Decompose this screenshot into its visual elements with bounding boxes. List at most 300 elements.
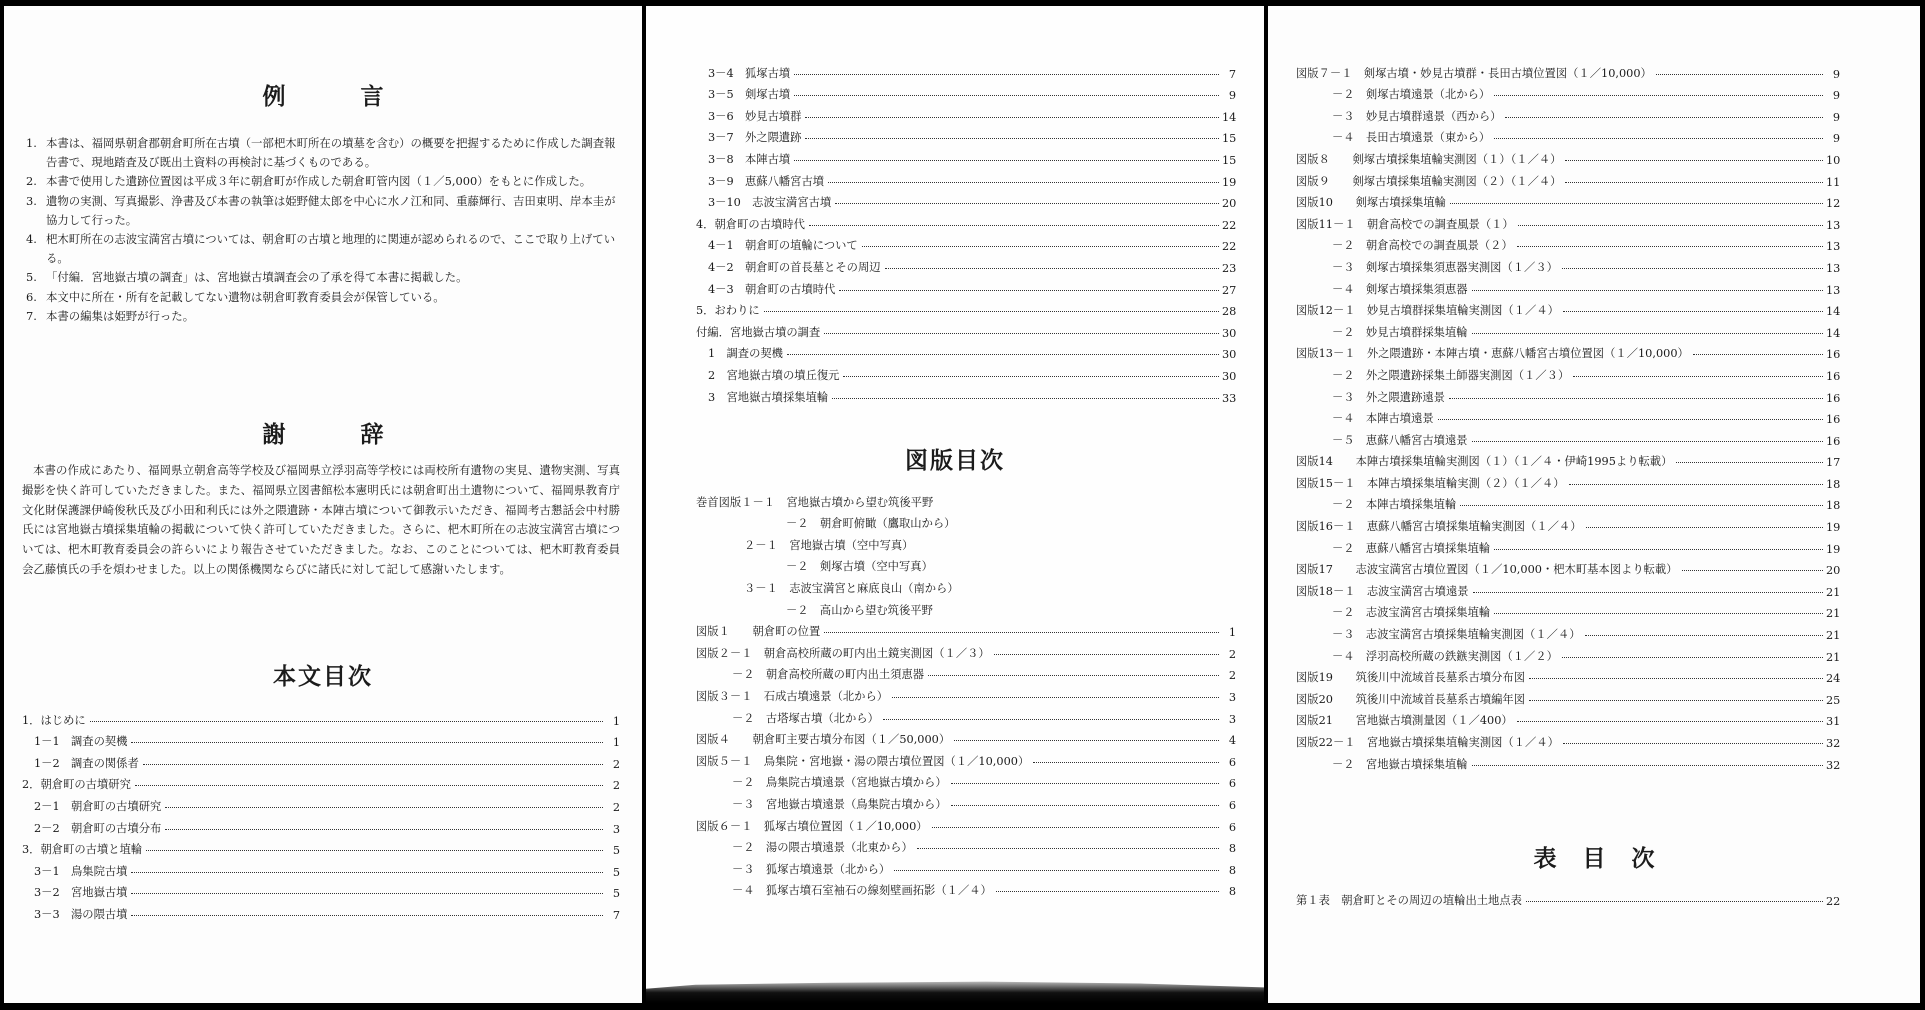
toc-entry: [696, 102, 1236, 124]
leader-dots: [824, 632, 1219, 633]
toc-entry-page: 2: [612, 779, 620, 793]
toc-entry-page: 16: [1826, 348, 1841, 362]
leader-dots: [1565, 182, 1823, 183]
leader-dots: [809, 225, 1219, 226]
toc-entry-page: 2: [612, 800, 620, 814]
toc-entry-label: 図版16－１ 恵蘇八幡宮古墳採集埴輪実測図（１／４）: [1296, 520, 1582, 534]
toc-entry-label: 図版20 筑後川中流域首長墓系古墳編年図: [1296, 692, 1526, 706]
toc-entry-label: 2 宮地嶽古墳の墳丘復元: [708, 368, 840, 382]
toc-entry: [22, 879, 620, 901]
preface-item-number: 3.: [26, 193, 37, 208]
toc-entry-page: 13: [1826, 218, 1841, 232]
leader-dots: [794, 74, 1219, 75]
plates-title: 図版目次: [905, 447, 1005, 474]
toc-entry: [696, 574, 1236, 596]
toc-entry-page: 9: [1228, 89, 1236, 103]
toc-entry-page: 5: [612, 887, 620, 901]
toc-entry-label: －２ 宮地嶽古墳採集埴輪: [1332, 757, 1468, 771]
leader-dots: [839, 290, 1219, 291]
toc-entry-label: 3－5 剣塚古墳: [708, 88, 791, 102]
toc-entry: [1296, 405, 1840, 427]
toc-entry: [696, 124, 1236, 146]
leader-dots: [1494, 613, 1823, 614]
toc-entry-page: 2: [1228, 669, 1236, 683]
toc-entry-label: 4－3 朝倉町の古墳時代: [708, 282, 836, 296]
toc-entry: [696, 318, 1236, 340]
toc-entry-page: 22: [1222, 218, 1237, 232]
toc-entry-label: 図版７－１ 剣塚古墳・妙見古墳群・長田古墳位置図（１／10,000）: [1296, 66, 1652, 80]
preface-item-number: 2.: [26, 174, 37, 189]
toc-entry-label: －２ 朝倉高校での調査風景（２）: [1332, 239, 1513, 253]
toc-entry-label: 2－2 朝倉町の古墳分布: [34, 821, 162, 835]
leader-dots: [1656, 74, 1823, 75]
toc-entry-label: 図版10 剣塚古墳採集埴輪: [1296, 196, 1446, 210]
toc-entry: [696, 877, 1236, 899]
toc-entry-label: 2．朝倉町の古墳研究: [22, 778, 131, 792]
toc-entry-label: －２ 外之隈遺跡採集土師器実測図（１／３）: [1332, 368, 1570, 382]
leader-dots: [131, 742, 603, 743]
toc-entry: [1296, 81, 1840, 103]
preface-item: [26, 230, 620, 268]
preface-item-text: 杷木町所在の志波宝満宮古墳については、朝倉町の古墳と地理的に関連が認められるので、ここで取り上げている。: [46, 232, 616, 266]
toc-entry: [1296, 642, 1840, 664]
toc-entry-label: －２ 剣塚古墳遠景（北から）: [1332, 88, 1491, 102]
toc-entry-page: 8: [1228, 885, 1236, 899]
toc-entry-page: 16: [1826, 434, 1841, 448]
toc-entry: [696, 726, 1236, 748]
toc-entry-label: 4－1 朝倉町の埴輪について: [708, 239, 858, 253]
leader-dots: [892, 697, 1219, 698]
toc-entry: [1296, 886, 1840, 908]
preface-item: [26, 172, 620, 191]
toc-entry-label: 図版９ 剣塚古墳採集埴輪実測図（２）（１／４）: [1296, 174, 1562, 188]
toc-entry-page: 27: [1222, 283, 1237, 297]
leader-dots: [951, 783, 1219, 784]
preface-item-number: 5.: [26, 270, 37, 285]
toc-entry: [1296, 512, 1840, 534]
leader-dots: [131, 872, 603, 873]
toc-entry: [1296, 728, 1840, 750]
toc-entry: [1296, 383, 1840, 405]
toc-entry-page: 9: [1832, 110, 1840, 124]
page-middle: [646, 6, 1264, 1003]
toc-entry-page: 21: [1826, 650, 1841, 664]
toc-entry-page: 3: [1228, 690, 1236, 704]
toc-entry-page: 3: [612, 822, 620, 836]
toc-entry-page: 13: [1826, 261, 1841, 275]
toc-entry-label: －３ 剣塚古墳採集須恵器実測図（１／３）: [1332, 260, 1558, 274]
leader-dots: [835, 203, 1219, 204]
toc-entry: [1296, 750, 1840, 772]
toc-entry-label: －２ 妙見古墳群採集埴輪: [1332, 325, 1468, 339]
toc-entry: [22, 857, 620, 879]
leader-dots: [165, 829, 603, 830]
toc-entry: [696, 275, 1236, 297]
toc-entry-label: －５ 恵蘇八幡宮古墳遠景: [1332, 433, 1468, 447]
toc-entry-label: 3－2 宮地嶽古墳: [34, 886, 128, 900]
preface-item-text: 「付編．宮地嶽古墳の調査」は、宮地嶽古墳調査会の了承を得て本書に掲載した。: [46, 270, 468, 285]
toc-entry-page: 5: [612, 844, 620, 858]
preface-item: [26, 192, 620, 230]
leader-dots: [131, 893, 603, 894]
toc-entry-page: 14: [1222, 110, 1237, 124]
toc-entry-label: －３ 志波宝満宮古墳採集埴輪実測図（１／４）: [1332, 628, 1581, 642]
toc-entry-page: 22: [1222, 240, 1237, 254]
toc-entry-label: 4－2 朝倉町の首長墓とその周辺: [708, 260, 881, 274]
toc-entry-page: 7: [1228, 67, 1236, 81]
toc-entry-page: 4: [1228, 734, 1236, 748]
toc-entry: [696, 167, 1236, 189]
toc-entry-label: 図版15－１ 本陣古墳採集埴輪実測（２）（１／４）: [1296, 476, 1565, 490]
toc-entry-label: 3－8 本陣古墳: [708, 152, 791, 166]
leader-dots: [1033, 762, 1219, 763]
leader-dots: [131, 915, 603, 916]
toc-entry: [1296, 685, 1840, 707]
toc-entry-page: 2: [612, 757, 620, 771]
leader-dots: [1682, 570, 1823, 571]
leader-dots: [1565, 160, 1823, 161]
toc-entry-label: －４ 本陣古墳遠景: [1332, 412, 1434, 426]
toc-entry-label: 3－10 志波宝満宮古墳: [708, 196, 832, 210]
toc-entry: [696, 510, 1236, 532]
toc-entry-page: 3: [1228, 712, 1236, 726]
toc-entry-label: 3－6 妙見古墳群: [708, 109, 802, 123]
toc-entry-page: 13: [1826, 240, 1841, 254]
leader-dots: [1693, 354, 1823, 355]
leader-dots: [1449, 398, 1823, 399]
preface-item: [26, 268, 620, 287]
toc-entry-page: 21: [1826, 607, 1841, 621]
toc-entry: [696, 488, 1236, 510]
toc-entry: [1296, 448, 1840, 470]
toc-entry-label: ２－１ 宮地嶽古墳（空中写真）: [744, 538, 914, 552]
toc-entry-page: 16: [1826, 413, 1841, 427]
toc-entry-label: 第１表 朝倉町とその周辺の埴輪出土地点表: [1296, 893, 1522, 907]
toc-entry: [696, 596, 1236, 618]
plates-list: [696, 488, 1236, 898]
toc-entry: [1296, 556, 1840, 578]
preface-item-text: 本書の編集は姫野が行った。: [46, 308, 195, 323]
toc-entry-page: 22: [1826, 894, 1841, 908]
leader-dots: [1472, 765, 1823, 766]
leader-dots: [1517, 721, 1823, 722]
toc-entry-page: 6: [1228, 820, 1236, 834]
leader-dots: [932, 827, 1219, 828]
toc-entry: [696, 531, 1236, 553]
toc-entry-label: －２ 剣塚古墳（空中写真）: [786, 560, 933, 574]
toc-entry: [1296, 297, 1840, 319]
toc-entry-label: －２ 鳥集院古墳遠景（宮地嶽古墳から）: [732, 776, 947, 790]
toc-entry: [1296, 599, 1840, 621]
toc-entry-label: －３ 狐塚古墳遠景（北から）: [732, 862, 891, 876]
leader-dots: [135, 785, 603, 786]
preface-item: [26, 307, 620, 326]
toc-entry-label: 3．朝倉町の古墳と埴輪: [22, 843, 143, 857]
toc-entry: [696, 747, 1236, 769]
toc-entry-page: 13: [1826, 283, 1841, 297]
preface-item-number: 1.: [26, 136, 37, 150]
toc-entry-page: 25: [1826, 693, 1841, 707]
page-left: [4, 6, 642, 1003]
toc-entry: [1296, 59, 1840, 81]
toc-entry-label: －４ 狐塚古墳石室袖石の線刻壁画拓影（１／４）: [732, 884, 992, 898]
toc-entry-label: 図版４ 朝倉町主要古墳分布図（１／50,000）: [696, 733, 951, 747]
toc-entry-label: 図版２－１ 朝倉高校所蔵の町内出土鏡実測図（１／３）: [696, 646, 990, 660]
scan-shadow: [646, 977, 1264, 1003]
toc-entry: [696, 769, 1236, 791]
leader-dots: [994, 654, 1219, 655]
toc-entry: [1296, 707, 1840, 729]
leader-dots: [885, 268, 1219, 269]
toc-entry: [696, 704, 1236, 726]
toc-entry-label: 図版11－１ 朝倉高校での調査風景（１）: [1296, 217, 1514, 231]
toc-entry-label: －４ 長田古墳遠景（東から）: [1332, 131, 1491, 145]
toc-entry-label: 図版22－１ 宮地嶽古墳採集埴輪実測図（１／４）: [1296, 736, 1559, 749]
toc-entry: [696, 812, 1236, 834]
thanks-text: 本書の作成にあたり、福岡県立朝倉高等学校及び福岡県立浮羽高等学校には両校所有遺物の実見、遺物実測、写真撮影を快く許可していただきました。また、福岡県立図書館松本憲明氏には朝倉町出土遺物について、福岡県教育庁文化財保護課伊崎俊秋氏及び小田和利氏には外之隈遺跡・本陣古墳について御教示いただき、福岡考古懇話会中村勝氏には宮地嶽古墳採集埴輪の掲載について快く許可していただきました。さらに、杷木町所在の志波宝満宮古墳については、杷木町教育委員会の許らいにより報告させていただきました。なお、このことについては、杷木町教育委員会乙藤慎氏の手を煩わせました。以上の関係機関ならびに諸氏に対して記して感謝いたします。: [22, 463, 620, 576]
toc-entry-page: 16: [1826, 391, 1841, 405]
toc-entry-page: 8: [1228, 842, 1236, 856]
toc-entry: [1296, 664, 1840, 686]
toc-entry-label: －２ 本陣古墳採集埴輪: [1332, 498, 1457, 512]
leader-dots: [1563, 311, 1823, 312]
leader-dots: [1494, 95, 1823, 96]
toc-entry-page: 17: [1826, 456, 1841, 470]
toc-entry-page: 23: [1222, 261, 1237, 275]
toc-entry-label: ３－１ 志波宝満宮と麻底良山（南から）: [744, 581, 959, 595]
toc-entry: [696, 855, 1236, 877]
toc-entry-label: 付編．宮地嶽古墳の調査: [696, 325, 821, 339]
toc-entry-page: 6: [1228, 798, 1236, 812]
toc-entry-label: 図版３－１ 石成古墳遠景（北から）: [696, 689, 889, 703]
leader-dots: [764, 311, 1219, 312]
toc-entry-page: 6: [1228, 777, 1236, 791]
toc-entry: [1296, 577, 1840, 599]
toc-entry-label: 図版19 筑後川中流域首長墓系古墳分布図: [1296, 671, 1526, 685]
leader-dots: [828, 182, 1219, 183]
toc-entry: [696, 210, 1236, 232]
toc-entry-page: 11: [1826, 175, 1841, 189]
toc-entry-label: 3－1 鳥集院古墳: [34, 864, 128, 878]
leader-dots: [883, 719, 1219, 720]
toc-entry-page: 8: [1228, 863, 1236, 877]
toc-entry-label: －２ 志波宝満宮古墳採集埴輪: [1332, 606, 1491, 620]
leader-dots: [1586, 527, 1823, 528]
toc-entry-page: 32: [1826, 758, 1841, 772]
toc-entry: [1296, 469, 1840, 491]
toc-entry: [22, 771, 620, 793]
leader-dots: [1573, 376, 1823, 377]
toc-list: [22, 706, 620, 922]
toc-entry-label: 図版13－１ 外之隈遺跡・本陣古墳・恵蘇八幡宮古墳位置図（１／10,000）: [1296, 347, 1689, 361]
leader-dots: [951, 805, 1219, 806]
preface-list: [26, 134, 620, 326]
toc-entry-page: 19: [1826, 521, 1841, 535]
toc-entry: [22, 749, 620, 771]
leader-dots: [1563, 743, 1823, 744]
toc-entry-label: 1．はじめに: [22, 713, 86, 727]
leader-dots: [1562, 268, 1823, 269]
leader-dots: [1529, 678, 1823, 679]
toc-entry-label: 図版14 本陣古墳採集埴輪実測図（１）（１／４・伊崎1995より転載）: [1296, 455, 1673, 469]
toc-entry-page: 18: [1826, 499, 1841, 513]
toc-entry-page: 30: [1222, 326, 1237, 340]
toc-title: 本文目次: [273, 663, 373, 690]
toc-entry: [696, 682, 1236, 704]
toc-entry-page: 9: [1832, 89, 1840, 103]
preface-item-number: 4.: [26, 232, 37, 247]
toc-entry: [1296, 361, 1840, 383]
toc-entry-label: 3－7 外之隈遺跡: [708, 131, 802, 145]
toc-entry: [1296, 318, 1840, 340]
toc-entry-page: 19: [1826, 542, 1841, 556]
preface-item-text: 本書は、福岡県朝倉郡朝倉町所在古墳（一部杷木町所在の墳墓を含む）の概要を把握するために作成した調査報告書で、現地踏査及び既出土資料の再検討に基づくものである。: [46, 136, 616, 170]
page-right: [1268, 6, 1920, 1003]
toc-entry: [1296, 232, 1840, 254]
leader-dots: [894, 870, 1219, 871]
toc-entry-label: 図版５－１ 鳥集院・宮地嶽・湯の隈古墳位置図（１／10,000）: [696, 754, 1030, 768]
toc-entry-page: 19: [1222, 175, 1237, 189]
toc-entry-label: 4．朝倉町の古墳時代: [696, 217, 805, 231]
leader-dots: [1676, 462, 1823, 463]
toc-entry-label: 巻首図版１－１ 宮地嶽古墳から望む筑後平野: [696, 495, 934, 509]
toc-entry-label: 図版６－１ 狐塚古墳位置図（１／10,000）: [696, 819, 928, 833]
toc-entry: [1296, 491, 1840, 513]
leader-dots: [917, 848, 1219, 849]
preface-item-number: 7.: [26, 308, 37, 323]
leader-dots: [1450, 203, 1823, 204]
leader-dots: [787, 354, 1219, 355]
toc-entry-page: 2: [1228, 647, 1236, 661]
leader-dots: [1494, 138, 1823, 139]
leader-dots: [90, 721, 603, 722]
leader-dots: [954, 740, 1219, 741]
toc-entry-label: 図版21 宮地嶽古墳測量図（１／400）: [1296, 714, 1513, 728]
toc-entry-page: 7: [612, 908, 620, 922]
toc-entry: [1296, 210, 1840, 232]
toc-entry: [22, 814, 620, 836]
leader-dots: [165, 807, 603, 808]
toc-entry: [696, 145, 1236, 167]
toc-entry-label: －４ 浮羽高校所蔵の鉄鏃実測図（１／２）: [1332, 649, 1558, 663]
leader-dots: [1460, 505, 1823, 506]
toc-entry-label: 図版８ 剣塚古墳採集埴輪実測図（１）（１／４）: [1296, 152, 1562, 166]
toc-entry-page: 20: [1222, 197, 1237, 211]
leader-dots: [1569, 484, 1823, 485]
toc-entry-label: 2－1 朝倉町の古墳研究: [34, 799, 162, 813]
toc-entry-page: 10: [1826, 153, 1841, 167]
toc-entry: [22, 728, 620, 750]
toc-entry-page: 5: [612, 865, 620, 879]
toc-entry-page: 31: [1826, 715, 1841, 729]
toc-entry: [696, 618, 1236, 640]
toc-entry: [696, 383, 1236, 405]
thanks-title: 謝 辞: [262, 421, 410, 448]
toc-entry-label: －３ 外之隈遺跡遠景: [1332, 390, 1445, 404]
toc-entry-label: 図版17 志波宝満宮古墳位置図（１／10,000・杷木町基本図より転載）: [1296, 563, 1678, 577]
toc-entry-page: 9: [1832, 132, 1840, 146]
leader-dots: [146, 850, 603, 851]
preface-item-text: 遺物の実測、写真撮影、浄書及び本書の執筆は姫野健太郎を中心に水ノ江和同、重藤輝行、吉田東明、岸本圭が協力して行った。: [46, 193, 616, 227]
toc-entry: [1296, 145, 1840, 167]
toc-entry: [696, 639, 1236, 661]
leader-dots: [1529, 700, 1823, 701]
leader-dots: [1472, 441, 1823, 442]
leader-dots: [1473, 592, 1823, 593]
toc-entry: [22, 836, 620, 858]
toc-entry-label: 3－3 湯の隈古墳: [34, 907, 128, 921]
toc-entry-page: 32: [1826, 737, 1841, 750]
toc-entry-page: 9: [1832, 67, 1840, 81]
plates-list-continued: [1296, 59, 1840, 772]
toc-entry-page: 14: [1826, 305, 1841, 319]
toc-entry: [1296, 620, 1840, 642]
toc-entry-label: 1－1 調査の契機: [34, 735, 128, 749]
toc-entry: [1296, 102, 1840, 124]
leader-dots: [843, 376, 1219, 377]
leader-dots: [1562, 657, 1823, 658]
toc-entry: [696, 297, 1236, 319]
toc-entry-page: 21: [1826, 629, 1841, 643]
tables-list: [1296, 886, 1840, 908]
toc-entry: [696, 253, 1236, 275]
toc-entry: [696, 59, 1236, 81]
toc-entry-page: 1: [1228, 626, 1236, 640]
leader-dots: [928, 675, 1219, 676]
toc-entry-page: 21: [1826, 585, 1841, 599]
toc-entry-label: －２ 湯の隈古墳遠景（北東から）: [732, 841, 913, 855]
leader-dots: [1517, 246, 1823, 247]
preface-item: [26, 134, 620, 172]
leader-dots: [1472, 333, 1823, 334]
toc-entry-label: 3－4 狐塚古墳: [708, 66, 791, 80]
toc-entry: [1296, 167, 1840, 189]
toc-entry-label: 図版１ 朝倉町の位置: [696, 625, 821, 639]
toc-entry: [22, 792, 620, 814]
toc-entry-label: －３ 宮地嶽古墳遠景（鳥集院古墳から）: [732, 797, 947, 811]
toc-entry-label: －４ 剣塚古墳採集須恵器: [1332, 282, 1468, 296]
toc-entry: [1296, 253, 1840, 275]
leader-dots: [1494, 549, 1823, 550]
toc-entry: [22, 900, 620, 922]
toc-entry-label: －２ 高山から望む筑後平野: [786, 603, 933, 617]
toc-entry: [696, 189, 1236, 211]
toc-entry: [22, 706, 620, 728]
leader-dots: [996, 891, 1219, 892]
leader-dots: [794, 95, 1219, 96]
preface-item: [26, 288, 620, 307]
toc-entry: [696, 340, 1236, 362]
toc-entry-page: 30: [1222, 348, 1237, 362]
toc-entry-page: 1: [612, 714, 620, 728]
leader-dots: [143, 764, 603, 765]
leader-dots: [794, 160, 1219, 161]
toc-entry-page: 1: [612, 736, 620, 750]
toc-entry-page: 24: [1826, 672, 1841, 686]
toc-entry: [1296, 426, 1840, 448]
toc-entry: [696, 81, 1236, 103]
toc-entry-label: －３ 妙見古墳群遠景（西から）: [1332, 109, 1502, 123]
toc-entry: [1296, 275, 1840, 297]
preface-item-number: 6.: [26, 289, 37, 304]
toc-entry-page: 12: [1826, 197, 1841, 211]
toc-entry: [1296, 534, 1840, 556]
toc-entry: [696, 553, 1236, 575]
leader-dots: [1505, 117, 1823, 118]
toc-entry-label: －２ 恵蘇八幡宮古墳採集埴輪: [1332, 541, 1491, 555]
toc-entry-label: －２ 朝倉町俯瞰（鷹取山から）: [786, 517, 956, 531]
leader-dots: [1438, 419, 1823, 420]
